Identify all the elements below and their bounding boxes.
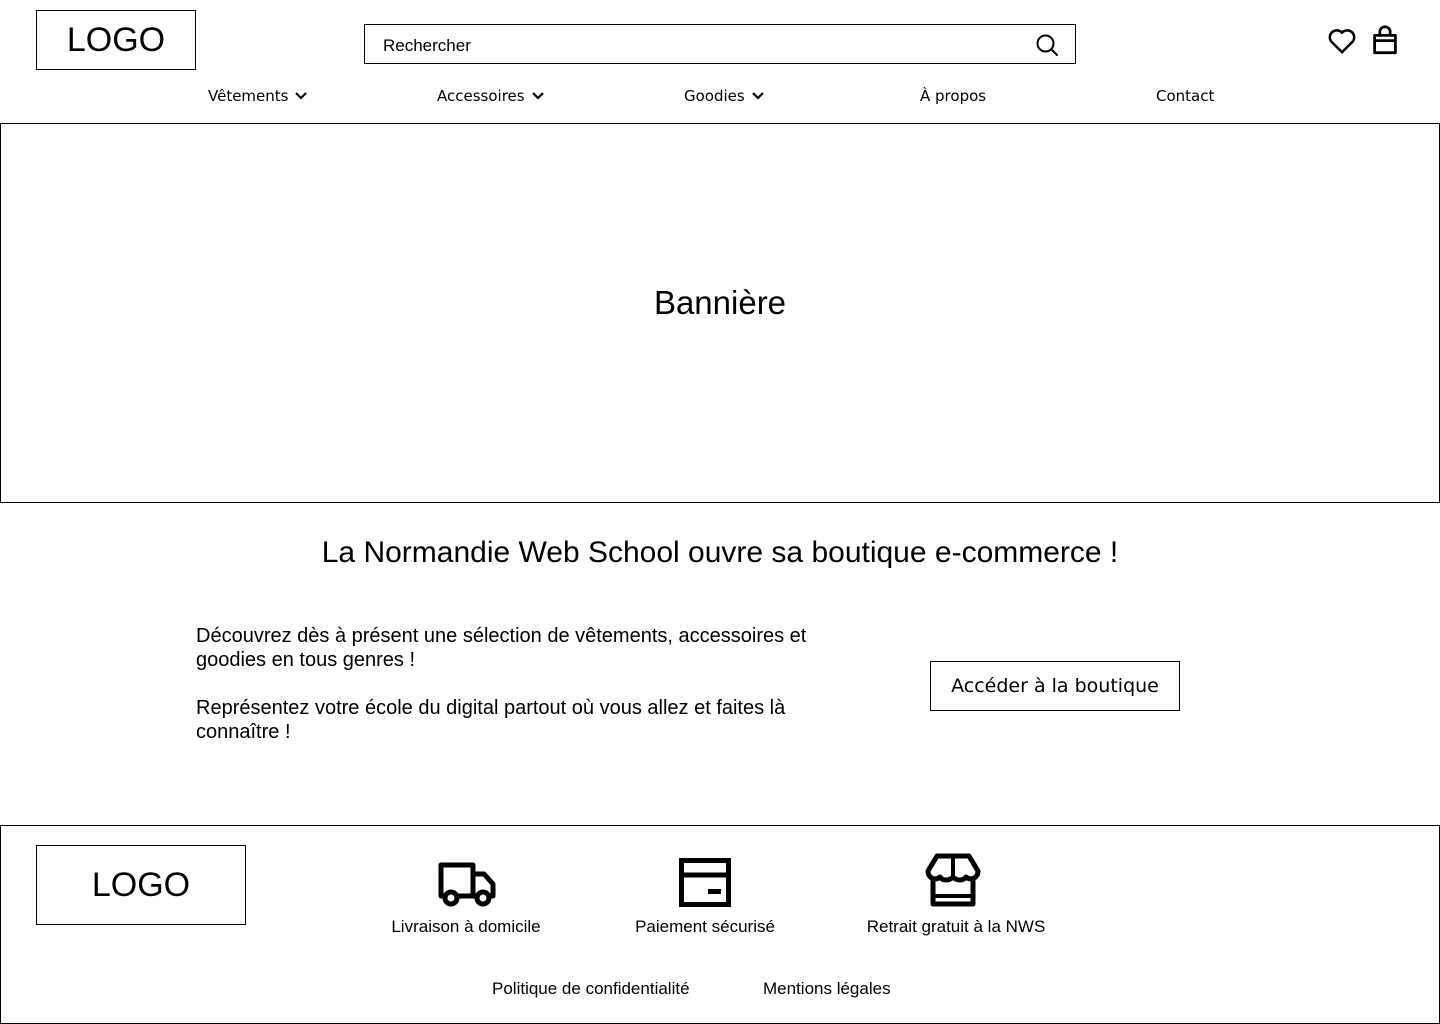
shop-button[interactable]: Accéder à la boutique [930, 661, 1180, 711]
nav-item-vetements[interactable] [208, 84, 308, 108]
truck-icon [438, 860, 496, 913]
chevron-down-icon [751, 91, 765, 101]
privacy-policy-link[interactable]: Politique de confidentialité [492, 979, 690, 998]
footer-logo[interactable]: LOGO [36, 845, 246, 925]
nav-item-label: Vêtements [208, 87, 289, 105]
chevron-down-icon [531, 91, 545, 101]
intro-paragraph-2: Représentez votre école du digital partout où vous allez et faites là connaître ! [196, 697, 786, 743]
nav-item-label: Goodies [684, 87, 745, 105]
feature-label-delivery: Livraison à domicile [391, 917, 541, 936]
shopping-bag-icon[interactable] [1371, 25, 1401, 55]
search-icon[interactable] [1035, 33, 1059, 57]
search-bar [364, 24, 1076, 64]
nav-item-goodies[interactable] [684, 84, 765, 108]
intro-paragraph: Découvrez dès à présent une sélection de vêtements, accessoires et goodies en tous genres ! [196, 625, 807, 671]
nav-item-label: À propos [920, 87, 987, 105]
banner [0, 123, 1440, 503]
chevron-down-icon [294, 91, 308, 101]
legal-notice-link[interactable]: Mentions légales [763, 979, 891, 998]
banner-label: Bannière [653, 284, 787, 321]
header-logo[interactable]: LOGO [36, 10, 196, 70]
nav-item-contact[interactable] [1156, 84, 1214, 108]
nav-item-a-propos[interactable] [920, 84, 986, 108]
feature-label-pickup: Retrait gratuit à la NWS [866, 917, 1046, 936]
feature-label-payment: Paiement sécurisé [635, 917, 775, 936]
page-headline: La Normandie Web School ouvre sa boutique e-commerce ! [321, 536, 1119, 569]
credit-card-icon [679, 858, 731, 913]
heart-icon[interactable] [1327, 26, 1357, 56]
nav-item-label: Contact [1156, 87, 1215, 105]
nav-item-label: Accessoires [437, 87, 525, 105]
store-icon [925, 853, 981, 912]
search-input[interactable] [383, 25, 1003, 63]
nav-item-accessoires[interactable] [437, 84, 545, 108]
